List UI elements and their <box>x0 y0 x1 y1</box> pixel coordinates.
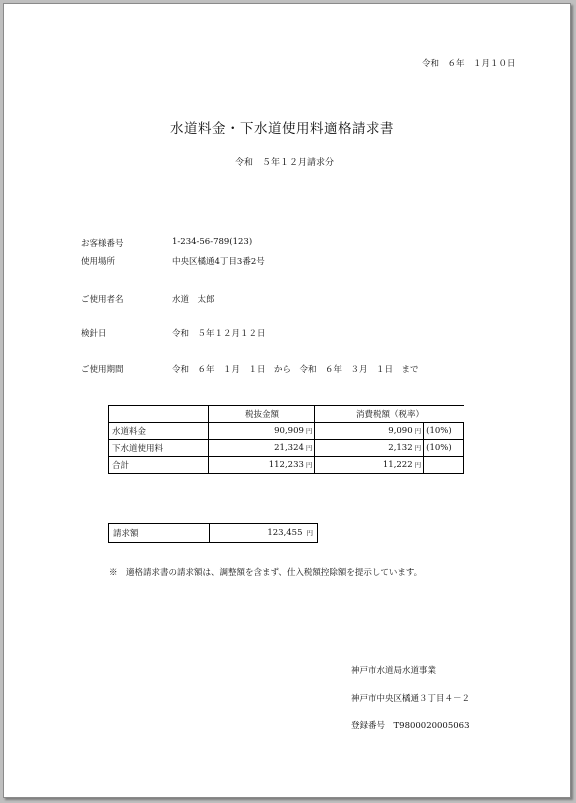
table-row <box>109 440 464 457</box>
row-rate <box>424 457 464 474</box>
header-tax: 消費税額（税率） <box>315 406 464 423</box>
yen-unit: 円 <box>306 529 313 537</box>
row-label: 合計 <box>109 457 209 474</box>
customer-number-value: 1-234-56-789(123) <box>172 237 253 247</box>
table-row <box>109 423 464 440</box>
header-amount: 税抜金額 <box>208 406 315 423</box>
row-tax: 9,090 <box>388 426 413 436</box>
customer-number-label: お客様番号 <box>81 239 124 249</box>
document-page <box>3 3 571 798</box>
yen-unit: 円 <box>305 444 313 452</box>
yen-unit: 円 <box>305 427 313 435</box>
issuer-name: 神戸市水道局水道事業 <box>351 666 437 676</box>
table-row <box>109 457 464 474</box>
header-blank <box>109 406 209 423</box>
user-name-label: ご使用者名 <box>81 295 124 305</box>
issue-date: 令和 ６年 １月１０日 <box>422 59 516 69</box>
yen-unit: 円 <box>414 461 422 469</box>
billing-amount: 123,455 <box>267 528 303 538</box>
row-amount: 112,233 <box>268 460 304 470</box>
yen-unit: 円 <box>305 461 313 469</box>
row-amount: 90,909 <box>274 426 304 436</box>
row-tax: 2,132 <box>388 443 413 453</box>
issuer-address: 神戸市中央区橘通３丁目４－２ <box>351 694 471 704</box>
fees-table-header <box>109 406 464 423</box>
footnote: ※ 適格請求書の請求額は、調整額を含まず、仕入税額控除額を提示しています。 <box>109 568 423 578</box>
registration-number: 登録番号 T9800020005063 <box>351 721 470 731</box>
row-label: 下水道使用料 <box>109 440 209 457</box>
location-value: 中央区橘通4丁目3番2号 <box>172 257 265 267</box>
fees-table <box>108 405 464 474</box>
document-title: 水道料金・下水道使用料適格請求書 <box>170 121 394 137</box>
row-amount: 21,324 <box>274 443 304 453</box>
user-name-value: 水道 太郎 <box>172 295 215 305</box>
row-rate: (10%) <box>424 440 464 457</box>
usage-period-label: ご使用期間 <box>81 365 124 375</box>
usage-period-value: 令和 ６年 １月 １日 から 令和 ６年 ３月 １日 まで <box>172 365 419 375</box>
billing-total-table <box>108 523 318 543</box>
row-tax: 11,222 <box>382 460 413 470</box>
yen-unit: 円 <box>414 427 422 435</box>
meter-date-label: 検針日 <box>81 329 107 339</box>
row-rate: (10%) <box>424 423 464 440</box>
billing-label: 請求額 <box>109 524 210 543</box>
meter-date-value: 令和 ５年１２月１２日 <box>172 329 266 339</box>
billing-row <box>109 524 318 543</box>
row-label: 水道料金 <box>109 423 209 440</box>
yen-unit: 円 <box>414 444 422 452</box>
billing-period: 令和 ５年１２月請求分 <box>235 158 335 168</box>
location-label: 使用場所 <box>81 257 116 267</box>
